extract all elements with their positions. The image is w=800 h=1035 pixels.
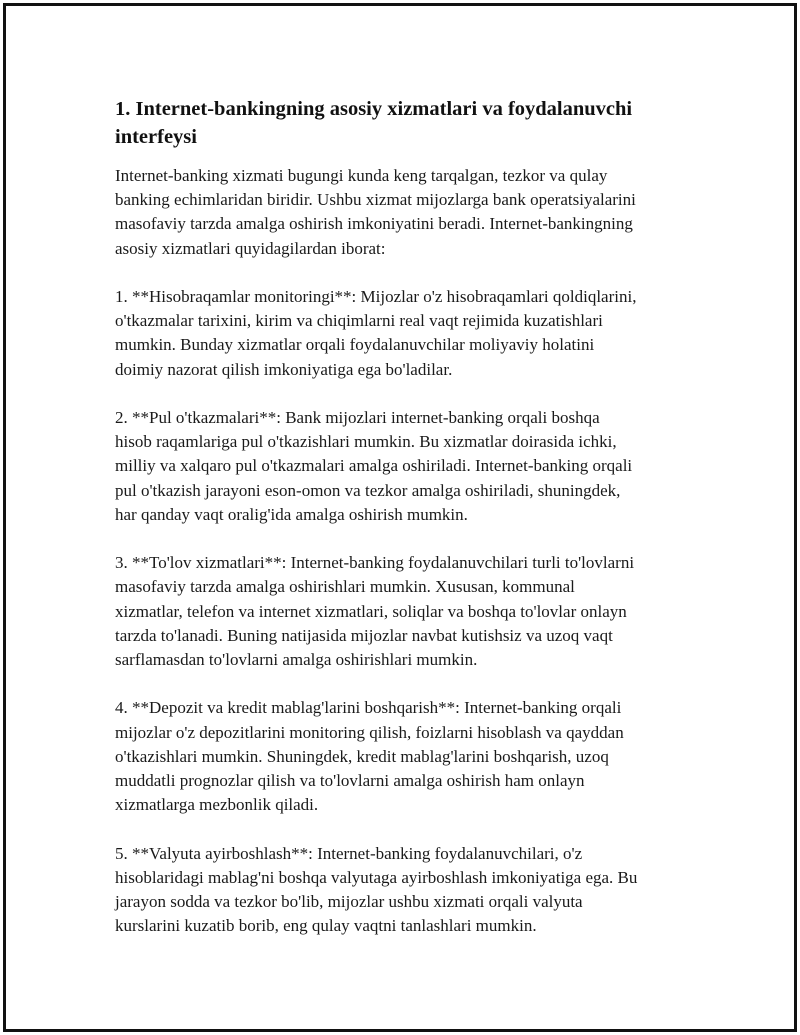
intro-paragraph: Internet-banking xizmati bugungi kunda keng tarqalgan, tezkor va qulay banking echimlaridan biridir. Ushbu xizmat mijozlarga bank operatsiyalarini masofaviy tarzda amalga oshirish imkoniyatini beradi. Internet-bankingning asosiy xizmatlari quyidagilardan iborat: [115,166,636,258]
list-item-payment-services: 3. **To'lov xizmatlari**: Internet-banking foydalanuvchilari turli to'lovlarni masofaviy tarzda amalga oshirishlari mumkin. Xususan, kommunal xizmatlar, telefon va internet xizmatlari, soliqlar va boshqa to'lovlar onlayn tarzda to'lanadi. Buning natijasida mijozlar navbat kutishsiz va uzoq vaqt sarflamasdan to'lovlarni amalga oshirishlari mumkin. [115,553,635,670]
list-item-accounts-monitoring: 1. **Hisobraqamlar monitoringi**: Mijozlar o'z hisobraqamlari qoldiqlarini, o'tkazmalar tarixini, kirim va chiqimlarni real vaqt rejimida kuzatishlari mumkin. Bunday xizmatlar orqali foydalanuvchilar moliyaviy holatini doimiy nazorat qilish imkoniyatiga ega bo'ladilar. [115,287,637,379]
list-item-deposit-credit: 4. **Depozit va kredit mablag'larini boshqarish**: Internet-banking orqali mijozlar o'z depozitlarini monitoring qilish, foizlarni hisoblash va qayddan o'tkazishlari mumkin. Shuningdek, kredit mablag'larini boshqarish, uzoq muddatli prognozlar qilish va to'lovlarni amalga oshirish ham onlayn xizmatlarga mezbonlik qiladi. [115,698,624,815]
document-body [115,95,695,963]
document-title: 1. Internet-bankingning asosiy xizmatlari va foydalanuvchi interfeysi [115,98,633,148]
list-item-currency-exchange: 5. **Valyuta ayirboshlash**: Internet-banking foydalanuvchilari, o'z hisoblaridagi mablag'ni boshqa valyutaga ayirboshlash imkoniyatiga ega. Bu jarayon sodda va tezkor bo'lib, mijozlar ushbu xizmati orqali valyuta kurslarini kuzatib borib, eng qulay vaqtni tanlashlari mumkin. [115,843,638,936]
list-item-money-transfers: 2. **Pul o'tkazmalari**: Bank mijozlari internet-banking orqali boshqa hisob raqamlariga pul o'tkazishlari mumkin. Bu xizmatlar doirasida ichki, milliy va xalqaro pul o'tkazmalari amalga oshiriladi. Internet-banking orqali pul o'tkazish jarayoni eson-omon va tezkor amalga oshiriladi, shuningdek, har qanday vaqt oralig'ida amalga oshirish mumkin. [115,408,633,524]
